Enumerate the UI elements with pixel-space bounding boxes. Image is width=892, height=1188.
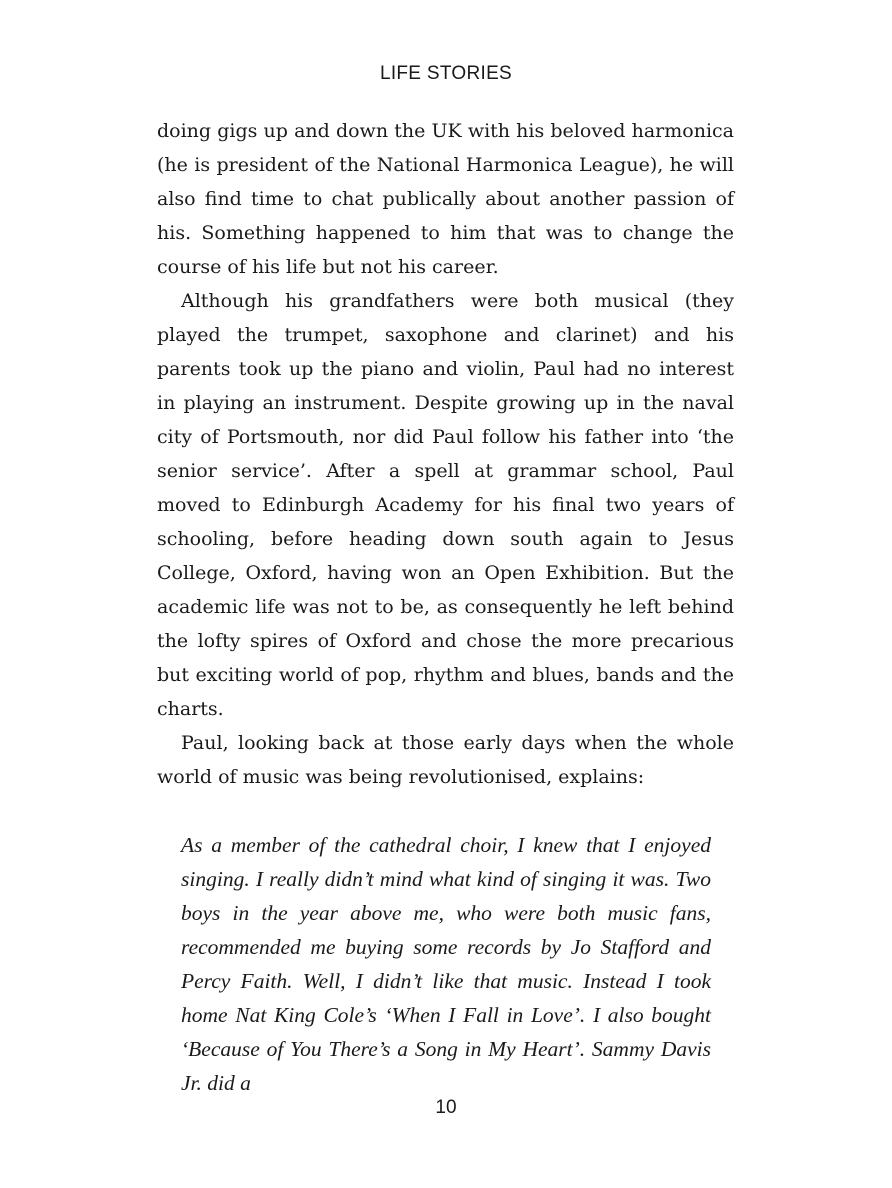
page-number: 10 xyxy=(435,1097,457,1118)
block-quote: As a member of the cathedral choir, I knew that I enjoyed singing. I really didn’t mind what kind of singing it was. Two boys in the year above me, who were both music fans, recommended me buying some records by Jo Stafford and Percy Faith. Well, I didn’t like that music. Instead I took home Nat King Cole’s ‘When I Fall in Love’. I also bought ‘Because of You There’s a Song in My Heart’. Sammy Davis Jr. did a xyxy=(181,833,711,1095)
paragraph-intro-quote: Paul, looking back at those early days when the whole world of music was being revolutionised, explains: xyxy=(157,732,734,788)
running-head: LIFE STORIES xyxy=(379,63,513,84)
paragraph-continued: doing gigs up and down the UK with his beloved harmonica (he is president of the National Harmonica League), he will also find time to chat publically about another passion of his. Something happened to him that was to change the course of his life but not his career. xyxy=(157,120,734,278)
paragraph-background: Although his grandfathers were both musical (they played the trumpet, saxophone and clarinet) and his parents took up the piano and violin, Paul had no interest in playing an instrument. Despite growing up in the naval city of Portsmouth, nor did Paul follow his father into ‘the senior service’. After a spell at grammar school, Paul moved to Edinburgh Academy for his final two years of schooling, before heading down south again to Jesus College, Oxford, having won an Open Exhibition. But the academic life was not to be, as consequently he left behind the lofty spires of Oxford and chose the more precarious but exciting world of pop, rhythm and blues, bands and the charts. xyxy=(157,290,734,720)
body-text xyxy=(157,114,734,1100)
